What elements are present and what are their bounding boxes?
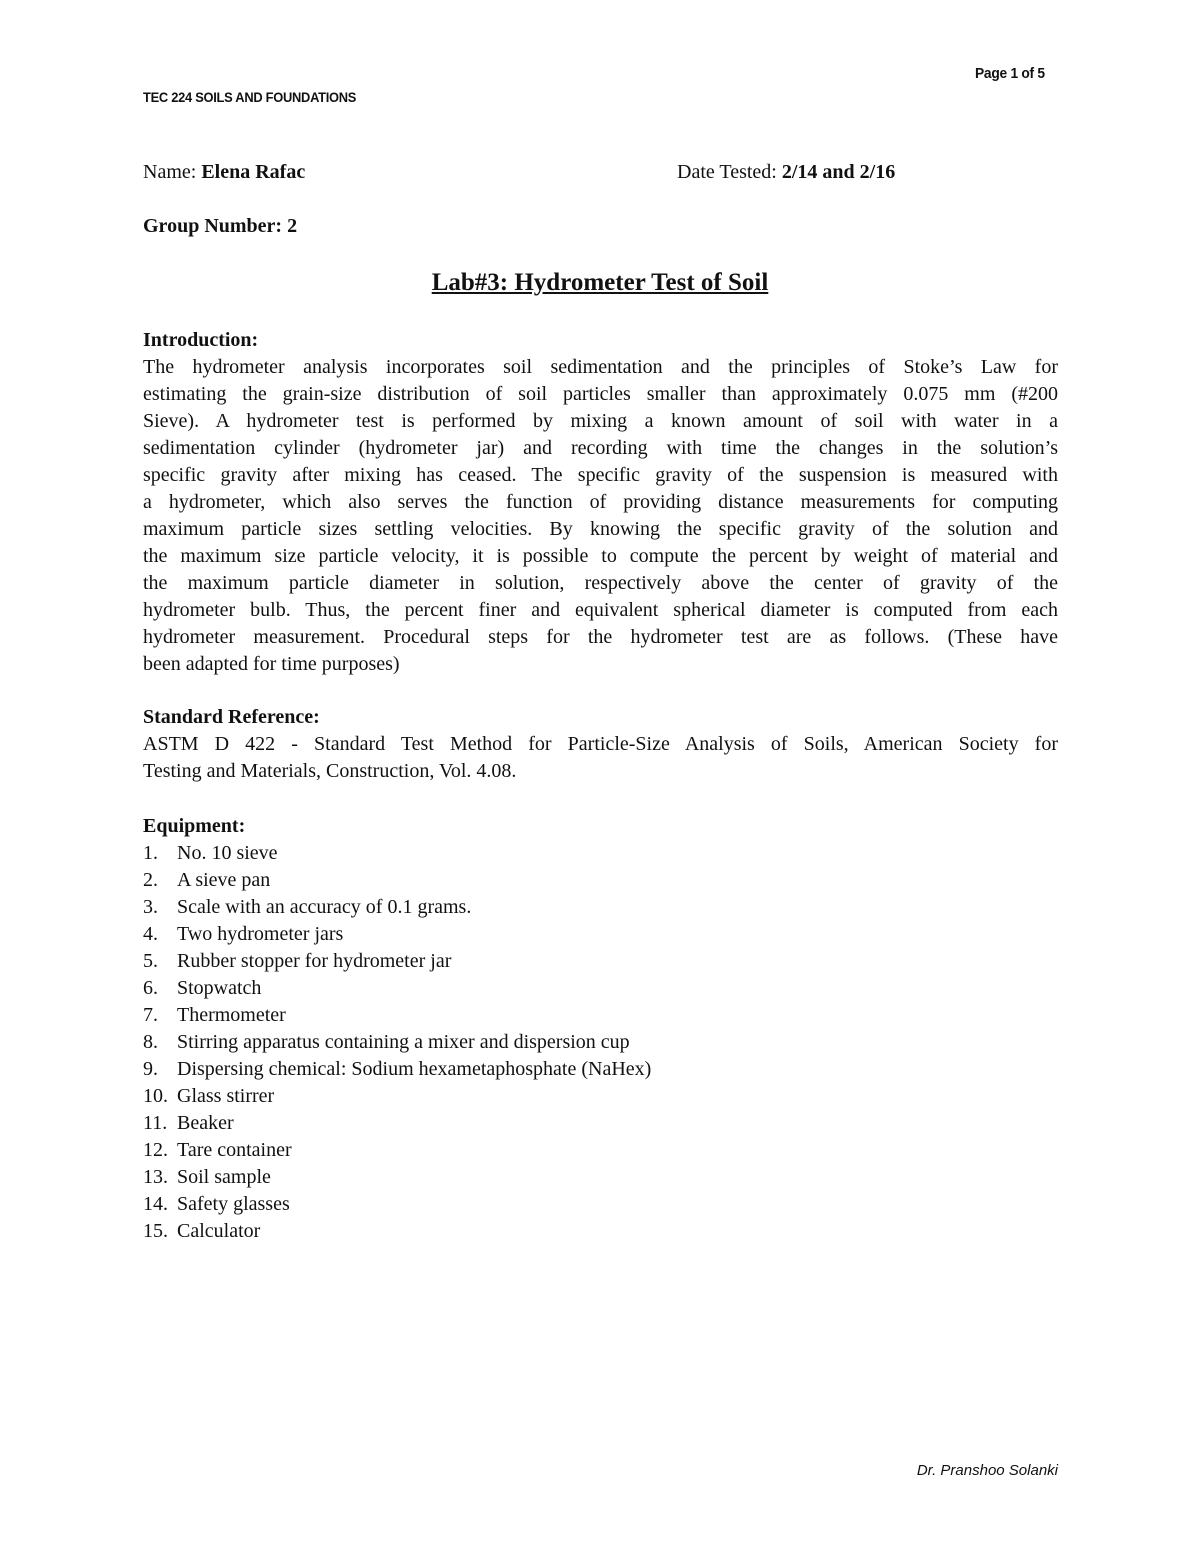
date-label: Date Tested:: [677, 161, 777, 183]
list-text: No. 10 sieve: [177, 842, 278, 864]
group-label: Group Number:: [143, 215, 283, 237]
paragraph-line: hydrometer bulb. Thus, the percent finer and equivalent spherical diameter is computed from each: [143, 599, 1058, 621]
list-text: Safety glasses: [177, 1193, 290, 1215]
list-text: A sieve pan: [177, 869, 271, 891]
list-text: Soil sample: [177, 1166, 271, 1188]
standard-reference-heading: Standard Reference:: [143, 706, 320, 728]
name-label: Name:: [143, 161, 197, 183]
list-text: Scale with an accuracy of 0.1 grams.: [177, 896, 472, 918]
list-text: Stopwatch: [177, 977, 262, 999]
date-field: [677, 161, 895, 184]
name-value: Elena Rafac: [201, 161, 306, 183]
list-number: 8.: [143, 1031, 158, 1053]
paragraph-line: the maximum particle diameter in solution, respectively above the center of gravity of the: [143, 572, 1058, 594]
group-field: [143, 215, 297, 238]
equipment-heading: Equipment:: [143, 815, 246, 837]
introduction-heading: Introduction:: [143, 329, 259, 351]
list-number: 12.: [143, 1139, 168, 1161]
list-text: Beaker: [177, 1112, 234, 1134]
list-number: 6.: [143, 977, 158, 999]
list-text: Tare container: [177, 1139, 292, 1161]
page-title: Lab#3: Hydrometer Test of Soil: [431, 269, 769, 296]
date-value: 2/14 and 2/16: [781, 161, 896, 183]
list-number: 5.: [143, 950, 158, 972]
paragraph-line: estimating the grain-size distribution of soil particles smaller than approximately 0.075 mm (#200: [143, 383, 1058, 405]
paragraph-line: the maximum size particle velocity, it is possible to compute the percent by weight of material and: [143, 545, 1058, 567]
list-number: 2.: [143, 869, 158, 891]
paragraph-line: ASTM D 422 - Standard Test Method for Particle-Size Analysis of Soils, American Society for: [143, 733, 1058, 755]
list-text: Rubber stopper for hydrometer jar: [177, 950, 452, 972]
paragraph-line: specific gravity after mixing has ceased. The specific gravity of the suspension is measured with: [143, 464, 1058, 486]
list-text: Thermometer: [177, 1004, 286, 1026]
course-header: TEC 224 SOILS AND FOUNDATIONS: [143, 89, 357, 105]
paragraph-line: maximum particle sizes settling velocities. By knowing the specific gravity of the solution and: [143, 518, 1058, 540]
paragraph-line: Sieve). A hydrometer test is performed by mixing a known amount of soil with water in a: [143, 410, 1058, 432]
list-number: 13.: [143, 1166, 168, 1188]
paragraph-line: a hydrometer, which also serves the function of providing distance measurements for computing: [143, 491, 1058, 513]
paragraph-line: hydrometer measurement. Procedural steps for the hydrometer test are as follows. (These have: [143, 626, 1058, 648]
footer-author: Dr. Pranshoo Solanki: [916, 1462, 1058, 1479]
paragraph-line: been adapted for time purposes): [143, 653, 400, 675]
title-wrap: [0, 269, 1200, 297]
list-number: 1.: [143, 842, 158, 864]
paragraph-line: Testing and Materials, Construction, Vol. 4.08.: [143, 760, 517, 782]
list-text: Two hydrometer jars: [177, 923, 344, 945]
list-number: 3.: [143, 896, 158, 918]
paragraph-line: The hydrometer analysis incorporates soil sedimentation and the principles of Stoke’s Law for: [143, 356, 1058, 378]
list-number: 11.: [143, 1112, 168, 1134]
list-text: Stirring apparatus containing a mixer and dispersion cup: [177, 1031, 630, 1053]
list-number: 14.: [143, 1193, 168, 1215]
paragraph-line: sedimentation cylinder (hydrometer jar) and recording with time the changes in the solution’s: [143, 437, 1058, 459]
group-value: 2: [287, 215, 298, 237]
list-number: 10.: [143, 1085, 168, 1107]
list-text: Calculator: [177, 1220, 261, 1242]
list-text: Glass stirrer: [177, 1085, 275, 1107]
list-number: 15.: [143, 1220, 168, 1242]
list-text: Dispersing chemical: Sodium hexametaphosphate (NaHex): [177, 1058, 652, 1080]
name-field: [143, 161, 305, 184]
list-number: 7.: [143, 1004, 158, 1026]
list-number: 9.: [143, 1058, 158, 1080]
page-number: Page 1 of 5: [975, 65, 1045, 82]
list-number: 4.: [143, 923, 158, 945]
